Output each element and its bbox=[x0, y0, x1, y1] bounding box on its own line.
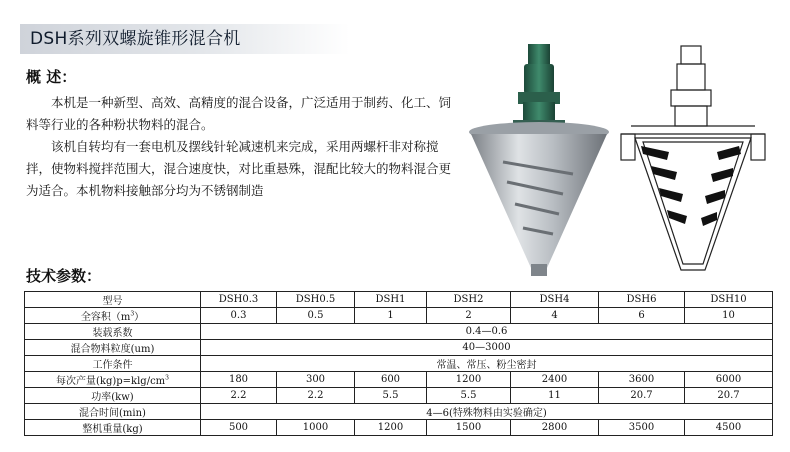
model-cell: DSH1 bbox=[355, 292, 427, 308]
volume-cell: 0.5 bbox=[277, 308, 355, 324]
spec-table bbox=[24, 291, 773, 436]
power-cell: 5.5 bbox=[427, 388, 511, 404]
output-cell: 2400 bbox=[511, 372, 599, 388]
volume-cell: 4 bbox=[511, 308, 599, 324]
table-row-mixing-time bbox=[25, 404, 773, 420]
output-cell: 180 bbox=[201, 372, 277, 388]
weight-cell: 1200 bbox=[355, 420, 427, 436]
power-cell: 5.5 bbox=[355, 388, 427, 404]
model-cell: DSH2 bbox=[427, 292, 511, 308]
output-cell: 3600 bbox=[599, 372, 685, 388]
weight-cell: 1500 bbox=[427, 420, 511, 436]
table-row-output bbox=[25, 372, 773, 388]
table-row-power bbox=[25, 388, 773, 404]
output-cell: 600 bbox=[355, 372, 427, 388]
table-row-model bbox=[25, 292, 773, 308]
weight-cell: 500 bbox=[201, 420, 277, 436]
load-factor-label: 装载系数 bbox=[25, 324, 201, 340]
model-cell: DSH4 bbox=[511, 292, 599, 308]
output-cell: 6000 bbox=[685, 372, 773, 388]
output-label: 每次产量$(kg)p=klg/cm^3$ bbox=[25, 372, 201, 388]
table-row-granularity bbox=[25, 340, 773, 356]
model-cell: DSH0.5 bbox=[277, 292, 355, 308]
weight-cell: 1000 bbox=[277, 420, 355, 436]
table-row-load-factor bbox=[25, 324, 773, 340]
volume-cell: 6 bbox=[599, 308, 685, 324]
output-cell: 300 bbox=[277, 372, 355, 388]
mixing-time-value: 4—6(特殊物料由实验确定) bbox=[201, 404, 773, 420]
power-cell: 20.7 bbox=[685, 388, 773, 404]
title-bar bbox=[20, 24, 350, 54]
mixing-time-label: 混合时间(min) bbox=[25, 404, 201, 420]
output-cell: 1200 bbox=[427, 372, 511, 388]
table-row-conditions bbox=[25, 356, 773, 372]
overview-paragraph-1: 本机是一种新型、高效、高精度的混合设备，广泛适用于制药、化工、饲料等行业的各种粉状物料的混合。 bbox=[26, 95, 452, 132]
power-cell: 2.2 bbox=[201, 388, 277, 404]
specs-heading: 技术参数： bbox=[26, 267, 102, 285]
overview-paragraph-2: 该机自转均有一套电机及摆线针轮减速机来完成，采用两螺杆非对称搅拌，使物料搅拌范围大，混合速度快，对比重悬殊，混配比较大的物料混合更为适合。本机物料接触部分均为不锈钢制造 bbox=[26, 139, 452, 198]
model-cell: DSH0.3 bbox=[201, 292, 277, 308]
volume-cell: 0.3 bbox=[201, 308, 277, 324]
machine-diagram bbox=[617, 42, 769, 274]
page-title: DSH系列双螺旋锥形混合机 bbox=[30, 29, 241, 49]
granularity-label: 混合物料粒度(um) bbox=[25, 340, 201, 356]
conditions-value: 常温、常压、粉尘密封 bbox=[201, 356, 773, 372]
volume-cell: 2 bbox=[427, 308, 511, 324]
weight-label: 整机重量(kg) bbox=[25, 420, 201, 436]
volume-cell: 1 bbox=[355, 308, 427, 324]
load-factor-value: 0.4—0.6 bbox=[201, 324, 773, 340]
table-row-weight bbox=[25, 420, 773, 436]
weight-cell: 2800 bbox=[511, 420, 599, 436]
power-cell: 11 bbox=[511, 388, 599, 404]
model-cell: DSH10 bbox=[685, 292, 773, 308]
power-label: 功率(kw) bbox=[25, 388, 201, 404]
granularity-value: 40—3000 bbox=[201, 340, 773, 356]
machine-photo bbox=[463, 42, 613, 282]
volume-label: 全容积$(m^3)$ bbox=[25, 308, 201, 324]
conditions-label: 工作条件 bbox=[25, 356, 201, 372]
model-label: 型号 bbox=[25, 292, 201, 308]
weight-cell: 4500 bbox=[685, 420, 773, 436]
volume-cell: 10 bbox=[685, 308, 773, 324]
model-cell: DSH6 bbox=[599, 292, 685, 308]
overview-heading: 概 述： bbox=[26, 68, 77, 86]
weight-cell: 3500 bbox=[599, 420, 685, 436]
overview-text bbox=[26, 92, 451, 202]
power-cell: 2.2 bbox=[277, 388, 355, 404]
power-cell: 20.7 bbox=[599, 388, 685, 404]
table-row-volume bbox=[25, 308, 773, 324]
